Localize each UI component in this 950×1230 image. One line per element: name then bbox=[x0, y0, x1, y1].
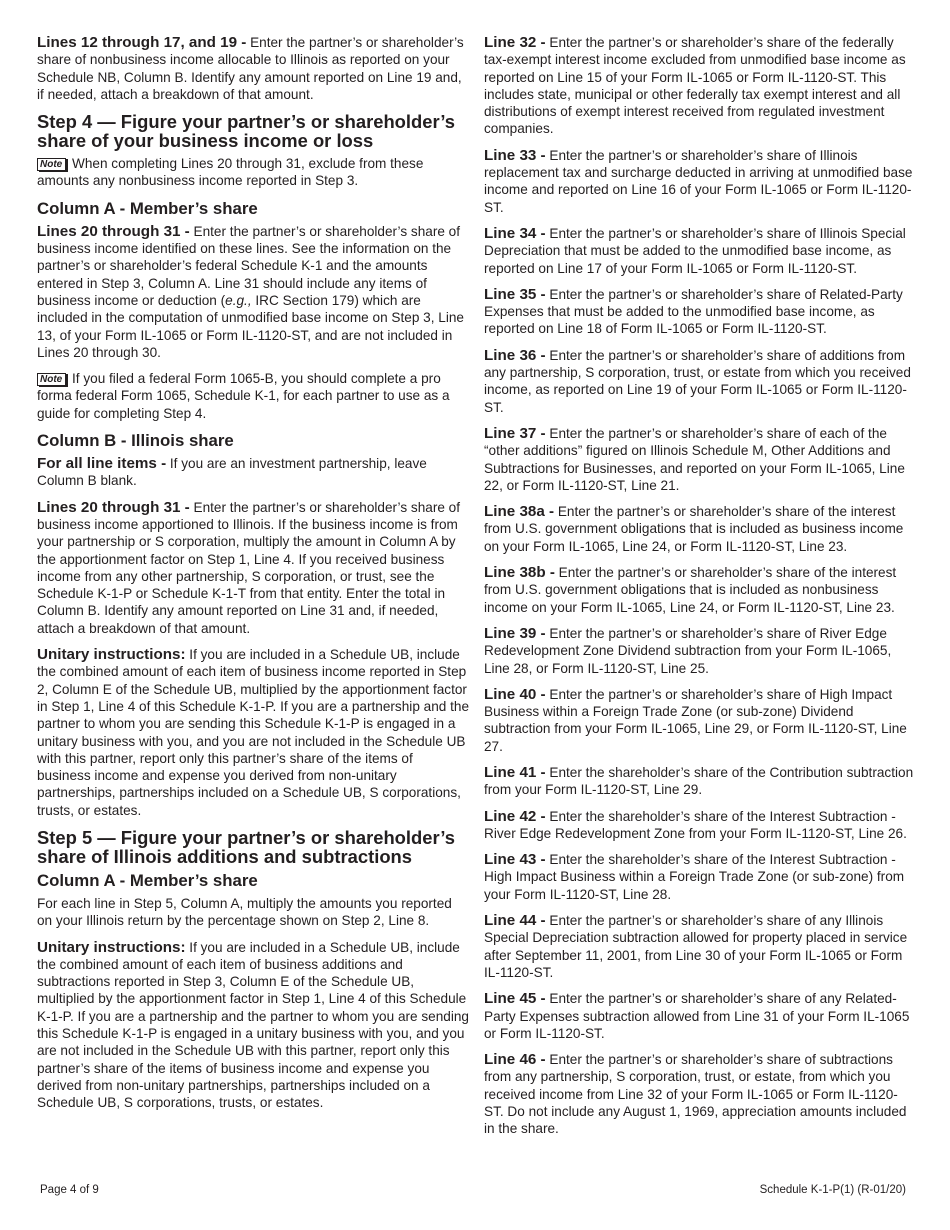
form-identifier: Schedule K-1-P(1) (R-01/20) bbox=[759, 1184, 906, 1196]
step4-unitary-instructions bbox=[37, 646, 469, 819]
line-label: Line 32 - bbox=[484, 34, 546, 51]
line-37-paragraph bbox=[484, 425, 916, 494]
step4-note-2-text: If you filed a federal Form 1065-B, you should complete a pro forma federal Form 1065, Schedule K-1, for each partner to use as a guide for completing Step 4. bbox=[37, 371, 450, 421]
line-text: Enter the partner’s or shareholder’s share of each of the “other additions” figured on Illinois Schedule M, Other Additions and Subtractions for Businesses, and reported on your Form IL-1065, Line 22, or Form IL-1120-ST, Line 21. bbox=[484, 425, 905, 493]
note-icon: Note bbox=[37, 158, 66, 171]
line-label: Line 37 - bbox=[484, 424, 546, 442]
line-label: Line 43 - bbox=[484, 851, 546, 869]
step5-unitary-instructions bbox=[37, 939, 469, 1112]
line-label: Line 44 - bbox=[484, 912, 546, 930]
line-text: Enter the partner’s or shareholder’s share of the federally tax-exempt interest income excluded from unmodified base income as reported on Line 15 of your Form IL-1065 or Form IL-1120-ST. This includes state, municipal or other federally tax exempt interest and all distributions of exempt interest received from regulated investment companies. bbox=[484, 35, 906, 137]
line-38a-paragraph bbox=[484, 503, 916, 555]
line-label: Line 38a - bbox=[484, 503, 555, 521]
unitary-text: If you are included in a Schedule UB, include the combined amount of each item of business income reported in Step 2, Column E of the Schedule UB, multiplied by the apportionment factor in Step 1, Line 4 of this Schedule K-1-P. If you are a partnership and the partner to whom you are sending this Schedule K-1-P is engaged in a unitary business with you, and you are not included in the Schedule UB with this partner, report only this partner’s share of the items of business income and expense you derived from non-unitary partnerships, partnerships included on a Schedule UB, S corporations, trusts, or estates. bbox=[37, 647, 470, 818]
page-number: Page 4 of 9 bbox=[40, 1184, 99, 1196]
lines-20-31-label: Lines 20 through 31 - bbox=[37, 222, 190, 240]
line-text: Enter the partner’s or shareholder’s share of the interest from U.S. government obligations that is included as nonbusiness income on your Form IL-1065, Line 24, or Form IL-1120-ST, Line 23. bbox=[484, 565, 897, 615]
line-text: Enter the partner’s or shareholder’s share of any Related-Party Expenses subtraction allowed from Line 31 of your Form IL-1065 or Form IL-1120-ST. bbox=[484, 991, 910, 1041]
line-text: Enter the partner’s or shareholder’s share of River Edge Redevelopment Zone Dividend subtraction from your Form IL-1065, Line 28, or Form IL-1120-ST, Line 25. bbox=[484, 625, 892, 676]
line-42-paragraph bbox=[484, 808, 916, 843]
line-text: Enter the shareholder’s share of the Interest Subtraction - High Impact Business within a Foreign Trade Zone (or sub-zone) from your Form IL-1120-ST, Line 28. bbox=[484, 852, 905, 902]
line-text: Enter the partner’s or shareholder’s share of additions from any partnership, S corporation, trust, or estate from which you received income, as reported on Line 19 of your Form IL-1065 or Form IL-1120-ST. bbox=[484, 347, 911, 415]
lines-12-19-label: Lines 12 through 17, and 19 - bbox=[37, 34, 247, 51]
column-b-lines-20-31-text: Enter the partner’s or shareholder’s share of business income apportioned to Illinois. If the business income is from your partnership or S corporation, multiply the amount in Column A by the apportionment factor on Step 1, Line 4. If you received business income from any other partnership, S corporation, or trust, see the Schedule K-1-P or Schedule K-1-T from that entity. Enter the total in Column B. Identify any amount reported on Line 31 and, if needed, attach a breakdown of that amount. bbox=[37, 499, 461, 636]
line-text: Enter the partner’s or shareholder’s share of Illinois Special Depreciation that must be added to the unmodified base income, as reported on Line 17 of your Form IL-1065 or Form IL-1120-ST. bbox=[484, 225, 906, 276]
line-label: Line 33 - bbox=[484, 146, 546, 164]
step4-note-2 bbox=[37, 370, 469, 422]
line-label: Line 39 - bbox=[484, 624, 546, 642]
line-35-paragraph bbox=[484, 286, 916, 338]
line-36-paragraph bbox=[484, 347, 916, 416]
line-41-paragraph bbox=[484, 764, 916, 799]
all-items-text: If you are an investment partnership, leave Column B blank. bbox=[37, 456, 427, 489]
line-45-paragraph bbox=[484, 990, 916, 1042]
line-label: Line 34 - bbox=[484, 224, 546, 242]
step4-note-1-text: When completing Lines 20 through 31, exclude from these amounts any nonbusiness income reported in Step 3. bbox=[37, 156, 424, 189]
line-38b-paragraph bbox=[484, 564, 916, 616]
note-icon: Note bbox=[37, 373, 66, 386]
step4-column-a-lines-20-31 bbox=[37, 223, 469, 361]
line-text: Enter the partner’s or shareholder’s share of High Impact Business within a Foreign Trade Zone (or sub-zone) Dividend subtraction from your Form IL-1065, Line 29, or Form IL-1120-ST, Line 27. bbox=[484, 686, 907, 754]
all-items-label: For all line items - bbox=[37, 455, 167, 473]
left-column bbox=[37, 34, 469, 1121]
lines-20-31-text-2: IRC Section 179) which are included in the computation of unmodified base income on Step 3, Line 13, of your Form IL-1065 or Form IL-1120-ST, and are not included in Lines 20 through 30. bbox=[37, 292, 464, 360]
lines-12-19-text: Enter the partner’s or shareholder’s share of nonbusiness income allocable to Illinois as reported on your Schedule NB, Column B. Identify any amount reported on Line 19 and, if needed, attach a breakdown of that amount. bbox=[37, 35, 464, 102]
unitary-label: Unitary instructions: bbox=[37, 646, 186, 664]
step4-note-1 bbox=[37, 155, 469, 190]
line-43-paragraph bbox=[484, 851, 916, 903]
line-text: Enter the shareholder’s share of the Contribution subtraction from your Form IL-1120-ST, Line 29. bbox=[484, 764, 914, 798]
line-39-paragraph bbox=[484, 625, 916, 677]
lines-12-19-paragraph bbox=[37, 34, 469, 103]
step4-heading: Step 4 — Figure your partner’s or shareholder’s share of your business income or loss bbox=[37, 111, 455, 152]
right-column bbox=[484, 34, 916, 1147]
line-34-paragraph bbox=[484, 225, 916, 277]
eg-italic: e.g., bbox=[225, 292, 252, 308]
line-label: Line 36 - bbox=[484, 346, 546, 364]
step4-column-b-heading: Column B - Illinois share bbox=[37, 431, 234, 451]
line-text: Enter the shareholder’s share of the Interest Subtraction - River Edge Redevelopment Zone from your Form IL-1120-ST, Line 26. bbox=[484, 808, 907, 841]
line-33-paragraph bbox=[484, 147, 916, 216]
line-text: Enter the partner’s or shareholder’s share of the interest from U.S. government obligations that is included as business income on your Form IL-1065, Line 24, or Form IL-1120-ST, Line 23. bbox=[484, 504, 904, 554]
line-label: Line 41 - bbox=[484, 763, 546, 781]
lines-20-31-text-1: Enter the partner’s or shareholder’s share of business income identified on these lines. See the information on the partner’s or shareholder’s federal Schedule K-1 and the amounts entered in Step 3, Column A. Line 31 should include any items of business income or deduction ( bbox=[37, 223, 461, 308]
line-40-paragraph bbox=[484, 686, 916, 755]
column-b-lines-20-31 bbox=[37, 499, 469, 637]
step5-column-a-heading: Column A - Member’s share bbox=[37, 870, 258, 890]
line-44-paragraph bbox=[484, 912, 916, 981]
line-text: Enter the partner’s or shareholder’s share of Related-Party Expenses that must be added to the unmodified base income, as reported on Line 18 of Form IL-1065 or Form IL-1120-ST. bbox=[484, 286, 903, 337]
unitary-label: Unitary instructions: bbox=[37, 938, 186, 956]
step5-heading: Step 5 — Figure your partner’s or shareholder’s share of Illinois additions and subtractions bbox=[37, 826, 455, 867]
step4-column-a-heading: Column A - Member’s share bbox=[37, 198, 258, 218]
line-label: Line 45 - bbox=[484, 990, 546, 1008]
lines-20-31-label: Lines 20 through 31 - bbox=[37, 498, 190, 516]
line-label: Line 46 - bbox=[484, 1051, 546, 1069]
step5-intro: For each line in Step 5, Column A, multiply the amounts you reported on your Illinois return by the percentage shown on Step 2, Line 8. bbox=[37, 895, 452, 929]
line-32-paragraph bbox=[484, 34, 916, 138]
line-label: Line 38b - bbox=[484, 564, 555, 582]
line-text: Enter the partner’s or shareholder’s share of Illinois replacement tax and surcharge deducted in arriving at unmodified base income and reported on Line 16 of your Form IL-1065 or Form IL-1120-ST. bbox=[484, 147, 913, 215]
line-label: Line 40 - bbox=[484, 685, 546, 703]
column-b-all-items bbox=[37, 455, 469, 490]
line-label: Line 42 - bbox=[484, 807, 546, 825]
line-label: Line 35 - bbox=[484, 285, 546, 303]
line-text: Enter the partner’s or shareholder’s share of subtractions from any partnership, S corporation, trust, or estate, from which you received income from Line 32 of your Form IL-1065 or Form IL-1120-ST. Do not include any August 1, 1969, appreciation amounts included in the share. bbox=[484, 1052, 907, 1137]
line-text: Enter the partner’s or shareholder’s share of any Illinois Special Depreciation subtraction allowed for property placed in service after September 11, 2001, from Line 30 of your Form IL-1065 or Form IL-1120-ST. bbox=[484, 913, 908, 980]
unitary-text: If you are included in a Schedule UB, include the combined amount of each item of business additions and subtractions reported in Step 3, Column E of the Schedule UB, multiplied by the apportionment factor in Step 1, Line 4 of this Schedule K-1-P. If you are a partnership and the partner to whom you are sending this Schedule K-1-P is engaged in a unitary business with you, and you are not included in the Schedule UB with this partner, report only this partner’s share of the items of business income and expense you derived from non-unitary partnerships, partnerships included on a Schedule UB, S corporations, trusts, or estates. bbox=[37, 939, 469, 1111]
line-46-paragraph bbox=[484, 1051, 916, 1137]
